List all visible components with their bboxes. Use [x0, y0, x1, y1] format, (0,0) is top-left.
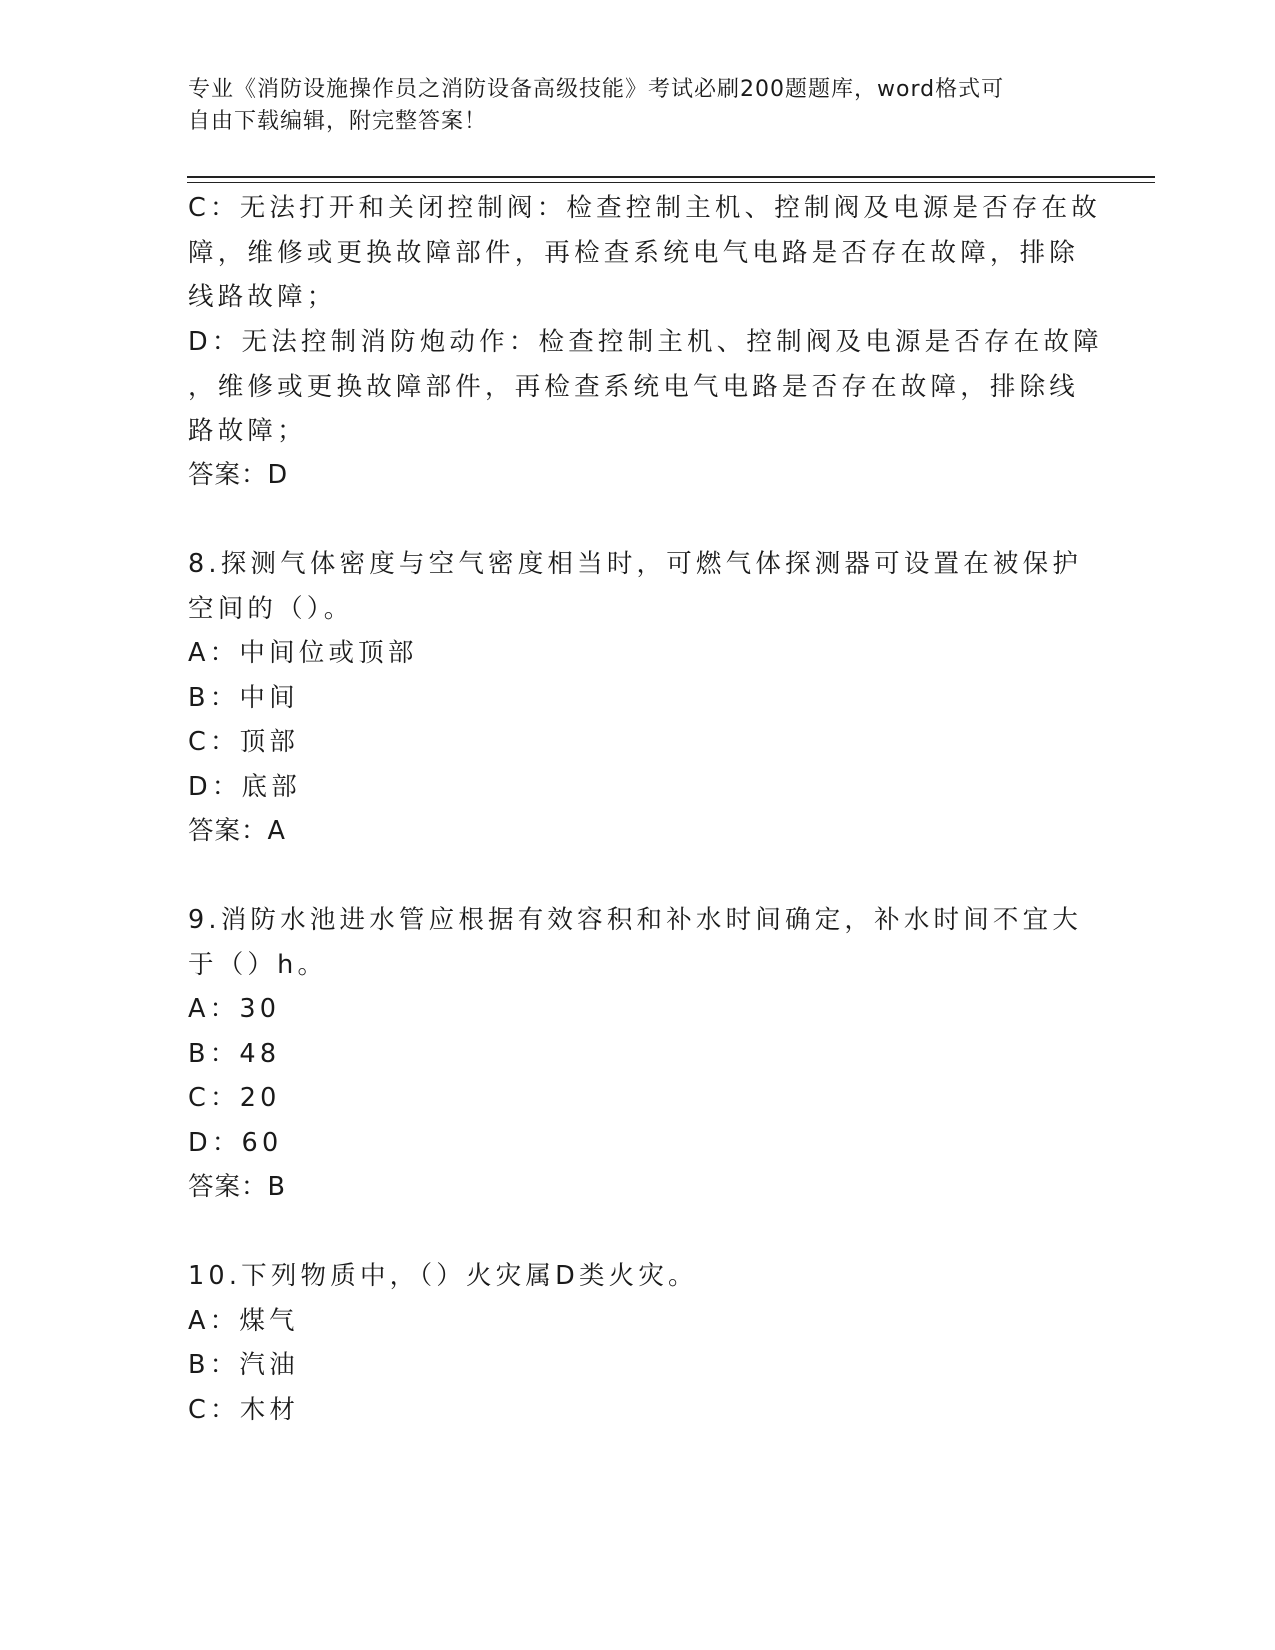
q8-option-a: A：中间位或顶部 — [188, 638, 418, 668]
q9-stem-line-2: 于（）h。 — [188, 950, 328, 980]
q9-stem-line-1: 9.消防水池进水管应根据有效容积和补水时间确定，补水时间不宜大 — [188, 905, 1083, 935]
q10-option-c: C：木材 — [188, 1395, 300, 1425]
header-rule-thin — [187, 182, 1155, 183]
q7-option-c-line-3: 线路故障； — [188, 282, 337, 312]
q7-option-c-line-1: C：无法打开和关闭控制阀：检查控制主机、控制阀及电源是否存在故 — [188, 193, 1102, 223]
q9-option-a: A：30 — [188, 994, 281, 1024]
q7-option-d-line-1: D：无法控制消防炮动作：检查控制主机、控制阀及电源是否存在故障 — [188, 327, 1103, 357]
header-line-2: 自由下载编辑，附完整答案！ — [188, 109, 488, 134]
q9-option-d: D：60 — [188, 1128, 283, 1158]
header-rule-thick — [187, 176, 1155, 178]
q8-option-c: C：顶部 — [188, 727, 300, 757]
q8-option-d: D：底部 — [188, 772, 301, 802]
q10-option-b: B：汽油 — [188, 1350, 299, 1380]
q7-option-d-line-3: 路故障； — [188, 416, 307, 446]
q8-option-b: B：中间 — [188, 683, 299, 713]
q9-option-c: C：20 — [188, 1083, 281, 1113]
q10-stem-line-1: 10.下列物质中，（）火灾属D类火灾。 — [188, 1261, 698, 1291]
document-header — [188, 74, 1068, 138]
q9-answer: 答案：B — [188, 1172, 286, 1202]
q8-stem-line-1: 8.探测气体密度与空气密度相当时，可燃气体探测器可设置在被保护 — [188, 549, 1083, 579]
q8-answer: 答案：A — [188, 816, 286, 846]
q8-stem-line-2: 空间的（）。 — [188, 594, 354, 624]
q9-option-b: B：48 — [188, 1039, 281, 1069]
q7-answer: 答案：D — [188, 460, 289, 490]
q7-option-d-line-2: ，维修或更换故障部件，再检查系统电气电路是否存在故障，排除线 — [188, 372, 1080, 402]
q7-option-c-line-2: 障，维修或更换故障部件，再检查系统电气电路是否存在故障，排除 — [188, 238, 1080, 268]
header-line-1: 专业《消防设施操作员之消防设备高级技能》考试必刷200题题库，word格式可 — [188, 77, 1005, 102]
q10-option-a: A：煤气 — [188, 1306, 299, 1336]
